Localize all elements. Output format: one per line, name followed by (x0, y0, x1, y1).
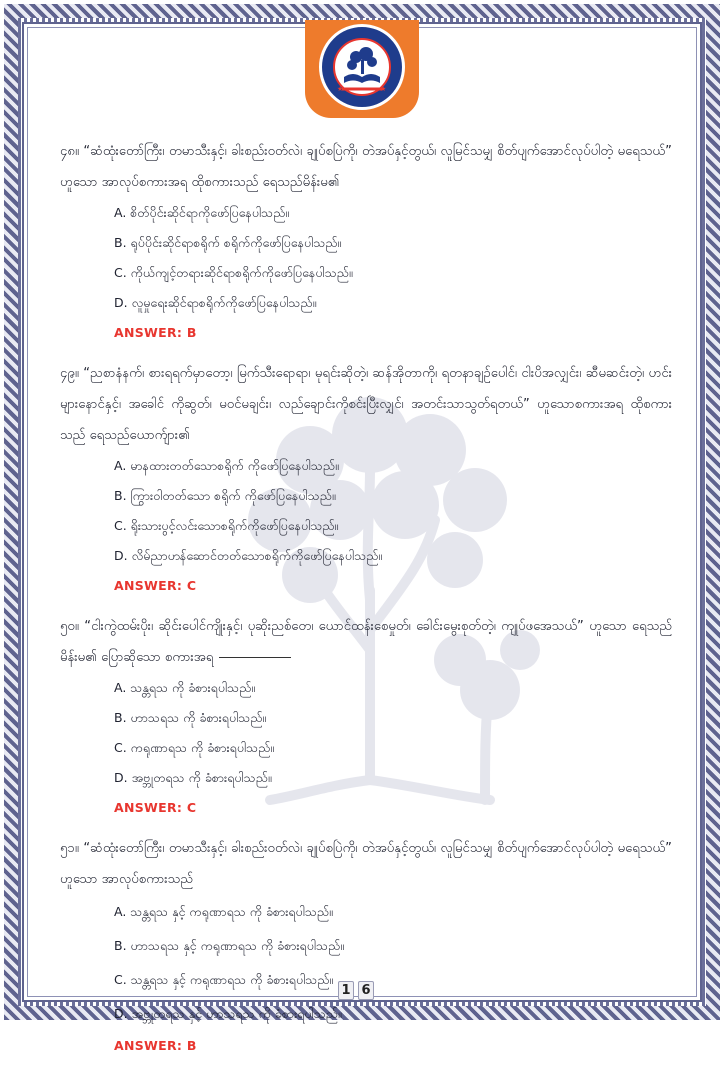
option-a: A. မာနထားတတ်သောစရိုက် ကိုဖော်ပြနေပါသည်။ (114, 458, 339, 473)
option-d: D. အဗ္ဘုတရသ ကို ခံစားရပါသည်။ (114, 770, 272, 785)
answer-label: ANSWER: C (114, 800, 197, 815)
question-text: ၄၈။ “ဆံထုံးတော်ကြီး၊ တမာသီးနှင့်၊ ခါးစည်းဝတ်လဲ၊ ချုပ်စပြဲကို၊ တဲအပ်နှင့်တွယ်၊ လူမြင်သမျှ စိတ်ပျက်အောင်လုပ်ပါတဲ့ မရေသယ်” ဟူသော အာလုပ်စကားအရ ထိုစကားသည် ရေသည်မိန်းမ၏ (60, 144, 672, 190)
question-text: ၄၉။ “ညစာနံနက်၊ စားရရက်မှာတော့၊ မြက်သီးရောရာ၊ မုရင်းဆိုတဲ့၊ ဆန်အိုတာကို၊ ရတနာချဉ်ပေါင်၊ ငါးပိအလျှင်း၊ ဆီမဆင်းတဲ့၊ ဟင်းများနောင်နှင့်၊ အခေါင် ကိုဆွတ်၊ မဝင်မချင်း၊ လည်ချောင်းကိုစင်းပြီးလျှင်၊ အတင်းသာသွတ်ရတယ်” ဟူသောစကားအရ ထိုစကားသည် ရေသည်ယောက်ျား၏ (60, 366, 672, 443)
option-c: C. ကရုဏာရသ ကို ခံစားရပါသည်။ (114, 740, 275, 755)
page-digit: 6 (358, 981, 374, 1000)
question-49 (60, 358, 672, 601)
question-text: ၅၁။ “ဆံထုံးတော်ကြီး၊ တမာသီးနှင့်၊ ခါးစည်းဝတ်လဲ၊ ချုပ်စပြဲကို၊ တဲအပ်နှင့်တွယ်၊ လူမြင်သမျှ စိတ်ပျက်အောင်လုပ်ပါတဲ့ မရေသယ်” ဟူသော အာလုပ်စကားသည် (60, 841, 672, 887)
option-c: C. သန္တရသ နှင့် ကရုဏာရသ ကို ခံစားရပါသည်။ (114, 972, 334, 987)
svg-text:★: ★ (337, 85, 344, 93)
option-c: C. ရိုးသားပွင့်လင်းသောစရိုက်ကိုဖော်ပြနေပါသည်။ (114, 518, 339, 533)
option-d: D. လူမှုရေးဆိုင်ရာစရိုက်ကိုဖော်ပြနေပါသည်။ (114, 295, 317, 310)
page-number (338, 980, 374, 1000)
question-text-body: ၅၀။ “ငါးကွဲထမ်းပိုး၊ ဆိုင်းပေါင်ကျိုးနှင့်၊ ပုဆိုးညစ်တေ၊ ယောင်ထန်းစေမှုတ်၊ ခေါင်းမွေးစုတ်တဲ့၊ ကျုပ်ဖအေသယ်” ဟူသော ရေသည် မိန်းမ၏ ပြောဆိုသော စကားအရ (60, 619, 672, 665)
svg-text:★: ★ (380, 85, 387, 93)
option-a: A. သန္တရသ နှင့် ကရုဏာရသ ကို ခံစားရပါသည်။ (114, 904, 333, 919)
option-d: D. လိမ်ညာဟန်ဆောင်တတ်သောစရိုက်ကိုဖော်ပြနေပါသည်။ (114, 548, 383, 563)
option-b: B. ဟာသရသ နှင့် ကရုဏာရသ ကို ခံစားရပါသည်။ (114, 938, 344, 953)
question-list (60, 136, 672, 1071)
option-d: D. အဗ္ဘုတရသ နှင့် ဟာသရသ ကို ခံစားရပါသည်။ (114, 1006, 342, 1021)
answer-label: ANSWER: B (114, 1038, 197, 1053)
question-50 (60, 611, 672, 823)
question-51 (60, 833, 672, 1061)
answer-label: ANSWER: B (114, 325, 197, 340)
answer-blank (219, 657, 291, 658)
option-c: C. ကိုယ်ကျင့်တရားဆိုင်ရာစရိုက်ကိုဖော်ပြနေပါသည်။ (114, 265, 353, 280)
page-digit: 1 (338, 981, 354, 1000)
option-b: B. ရုပ်ပိုင်းဆိုင်ရာစရိုက် စရိုက်ကိုဖော်ပြနေပါသည်။ (114, 235, 342, 250)
option-b: B. ကြွားဝါတတ်သော စရိုက် ကိုဖော်ပြနေပါသည်။ (114, 488, 336, 503)
question-48 (60, 136, 672, 348)
option-b: B. ဟာသရသ ကို ခံစားရပါသည်။ (114, 710, 267, 725)
option-a: A. သန္တရသ ကို ခံစားရပါသည်။ (114, 680, 256, 695)
option-a: A. စိတ်ပိုင်းဆိုင်ရာကိုဖော်ပြနေပါသည်။ (114, 205, 290, 220)
question-text (60, 611, 672, 673)
logo-seal (319, 24, 405, 110)
answer-label: ANSWER: C (114, 578, 197, 593)
